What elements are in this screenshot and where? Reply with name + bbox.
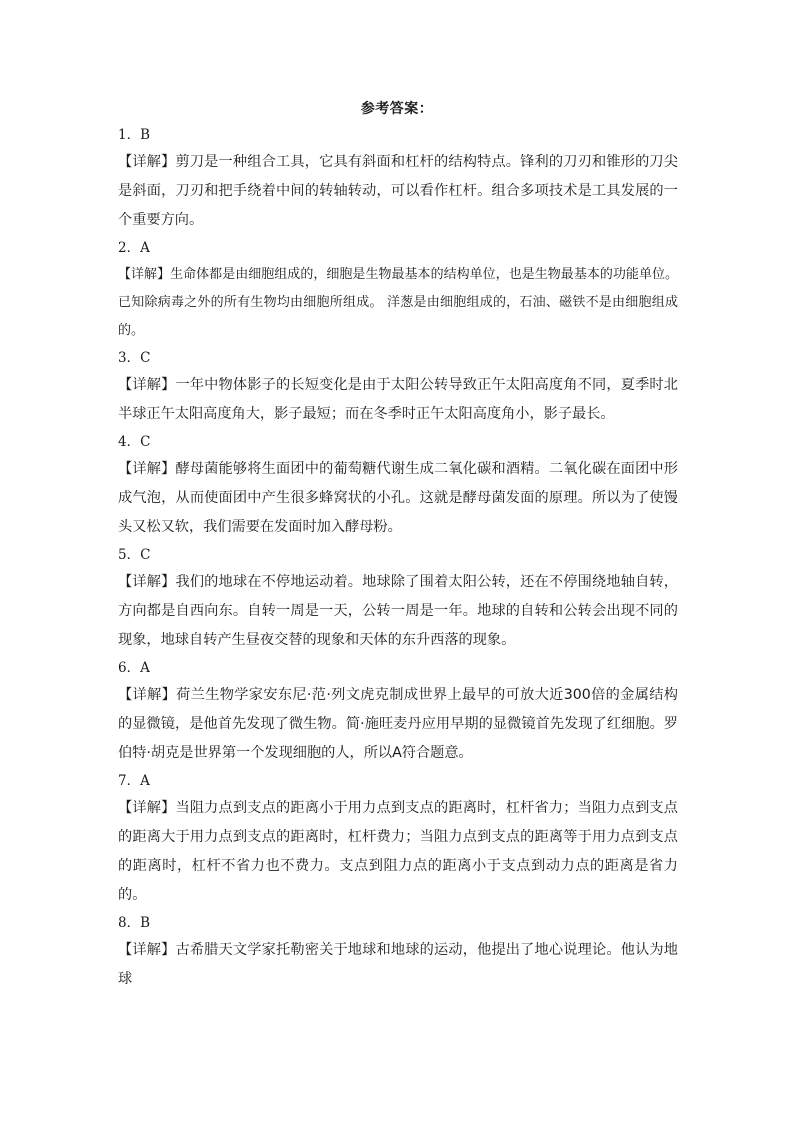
answer-detail: 【详解】我们的地球在不停地运动着。地球除了围着太阳公转，还在不停围绕地轴自转，方向都是自西向东。自转一周是一天，公转一周是一年。地球的自转和公转会出现不同的现象，地球自转产生昼夜交替的现象和天体的东升西落的现象。 [118,574,678,648]
answer-detail: 【详解】一年中物体影子的长短变化是由于太阳公转导致正午太阳高度角不同，夏季时北半球正午太阳高度角大，影子最短；而在冬季时正午太阳高度角小，影子最长。 [118,377,678,422]
answer-item-4 [118,429,678,542]
answer-item-2 [118,235,678,345]
answer-item-1 [118,122,678,235]
answer-item-6 [118,655,678,768]
answer-number: 3．C [118,350,151,366]
answer-detail: 【详解】生命体都是由细胞组成的，细胞是生物最基本的结构单位，也是生物最基本的功能单位。已知除病毒之外的所有生物均由细胞所组成。 洋葱是由细胞组成的，石油、磁铁不是由细胞组成的。 [118,267,678,338]
answer-number: 6．A [118,660,150,676]
answer-number: 7．A [118,773,150,789]
answer-item-8 [118,910,678,994]
answer-item-7 [118,768,678,910]
answer-number: 5．C [118,547,151,563]
answer-number: 8．B [118,915,151,931]
answer-detail: 【详解】荷兰生物学家安东尼·范·列文虎克制成世界上最早的可放大近300倍的金属结构的显微镜，是他首先发现了微生物。简·施旺麦丹应用早期的显微镜首先发现了红细胞。罗伯特·胡克是世界第一个发现细胞的人，所以A符合题意。 [118,687,678,761]
answer-number: 2．A [118,240,150,256]
page-title: 参考答案： [360,101,434,117]
answer-detail: 【详解】剪刀是一种组合工具，它具有斜面和杠杆的结构特点。锋利的刀刃和锥形的刀尖是斜面，刀刃和把手绕着中间的转轴转动，可以看作杠杆。组合多项技术是工具发展的一个重要方向。 [118,154,678,228]
answer-detail: 【详解】当阻力点到支点的距离小于用力点到支点的距离时，杠杆省力；当阻力点到支点的距离大于用力点到支点的距离时，杠杆费力；当阻力点到支点的距离等于用力点到支点的距离时，杠杆不省力也不费力。支点到阻力点的距离小于支点到动力点的距离是省力的。 [118,800,678,903]
answer-item-5 [118,542,678,655]
answer-detail: 【详解】古希腊天文学家托勒密关于地球和地球的运动，他提出了地心说理论。他认为地球 [118,942,678,987]
answer-item-3 [118,345,678,429]
answer-number: 4．C [118,434,151,450]
answer-detail: 【详解】酵母菌能够将生面团中的葡萄糖代谢生成二氧化碳和酒精。二氧化碳在面团中形成气泡，从而使面团中产生很多蜂窝状的小孔。这就是酵母菌发面的原理。所以为了使馒头又松又软，我们需要在发面时加入酵母粉。 [118,461,678,535]
answer-list [118,122,678,994]
answer-number: 1．B [118,127,151,143]
